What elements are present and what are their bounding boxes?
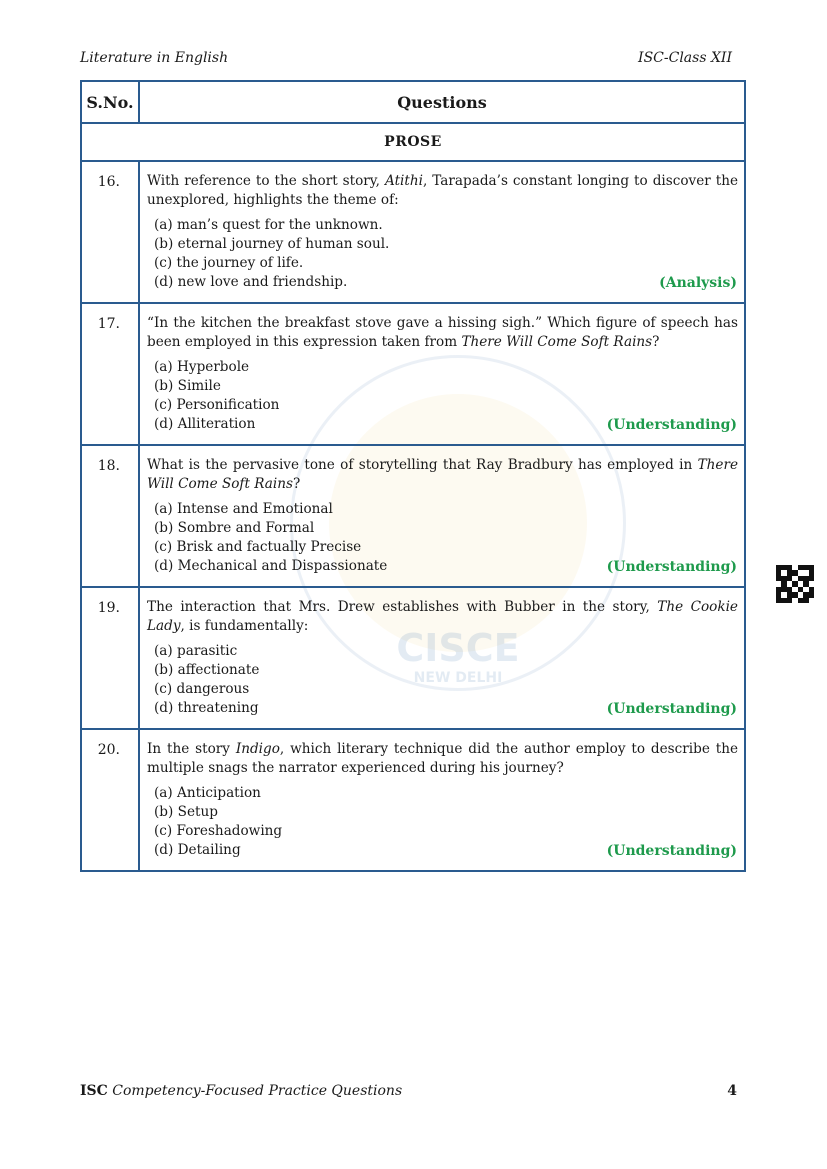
question-row-19 (82, 586, 744, 728)
question-row-17 (82, 302, 744, 444)
sno-header: S.No. (82, 82, 140, 122)
option-b: (b) Sombre and Formal (154, 520, 315, 536)
question-row-16 (82, 160, 744, 302)
header-subject: Literature in English (80, 50, 229, 66)
option-b: (b) Setup (154, 804, 218, 820)
option-a: (a) man’s quest for the unknown. (154, 217, 383, 233)
option-d: (d) new love and friendship. (154, 274, 348, 290)
question-text: The interaction that Mrs. Drew establishes with Bubber in the story, The Cookie Lady, is fundamentally: (147, 599, 738, 634)
option-b: (b) affectionate (154, 662, 260, 678)
question-row-18 (82, 444, 744, 586)
questions-table (80, 80, 746, 872)
question-number: 17. (82, 304, 140, 444)
section-heading-prose: PROSE (82, 122, 744, 160)
option-a: (a) parasitic (154, 643, 238, 659)
question-number: 19. (82, 588, 140, 728)
option-a: (a) Intense and Emotional (154, 501, 333, 517)
option-c: (c) Brisk and factually Precise (154, 539, 362, 555)
option-d: (d) Alliteration (154, 416, 256, 432)
question-number: 18. (82, 446, 140, 586)
question-number: 16. (82, 162, 140, 302)
option-c: (c) Foreshadowing (154, 823, 283, 839)
question-text: What is the pervasive tone of storytelling that Ray Bradbury has employed in There Will Come Soft Rains? (147, 457, 738, 492)
competency-tag: (Understanding) (606, 417, 737, 433)
table-header-row (82, 82, 744, 122)
competency-tag: (Understanding) (606, 701, 737, 717)
option-b: (b) Simile (154, 378, 221, 394)
question-text: “In the kitchen the breakfast stove gave a hissing sigh.” Which figure of speech has been employed in this expression taken from There Will Come Soft Rains? (147, 315, 738, 350)
questions-header: Questions (397, 92, 487, 112)
watermark-city: NEW DELHI (413, 670, 503, 686)
option-c: (c) dangerous (154, 681, 250, 697)
page-number: 4 (727, 1083, 737, 1099)
option-a: (a) Anticipation (154, 785, 261, 801)
option-c: (c) the journey of life. (154, 255, 304, 271)
option-b: (b) eternal journey of human soul. (154, 236, 390, 252)
options-list (147, 216, 738, 292)
question-text: With reference to the short story, Atithi, Tarapada’s constant longing to discover the unexplored, highlights the theme of: (147, 173, 738, 208)
option-d: (d) Detailing (154, 842, 241, 858)
competency-tag: (Understanding) (606, 843, 737, 859)
option-d: (d) Mechanical and Dispassionate (154, 558, 388, 574)
footer-title: ISC Competency-Focused Practice Questions (80, 1083, 403, 1099)
option-a: (a) Hyperbole (154, 359, 250, 375)
watermark-name: CISCE (396, 626, 520, 670)
question-number: 20. (82, 730, 140, 870)
header-class: ISC-Class XII (638, 50, 732, 66)
option-d: (d) threatening (154, 700, 259, 716)
option-c: (c) Personification (154, 397, 280, 413)
question-row-20 (82, 728, 744, 870)
competency-tag: (Analysis) (659, 275, 737, 291)
competency-tag: (Understanding) (606, 559, 737, 575)
qr-code-icon[interactable] (776, 565, 814, 603)
question-text: In the story Indigo, which literary technique did the author employ to describe the multiple snags the narrator experienced during his journey? (147, 741, 739, 776)
